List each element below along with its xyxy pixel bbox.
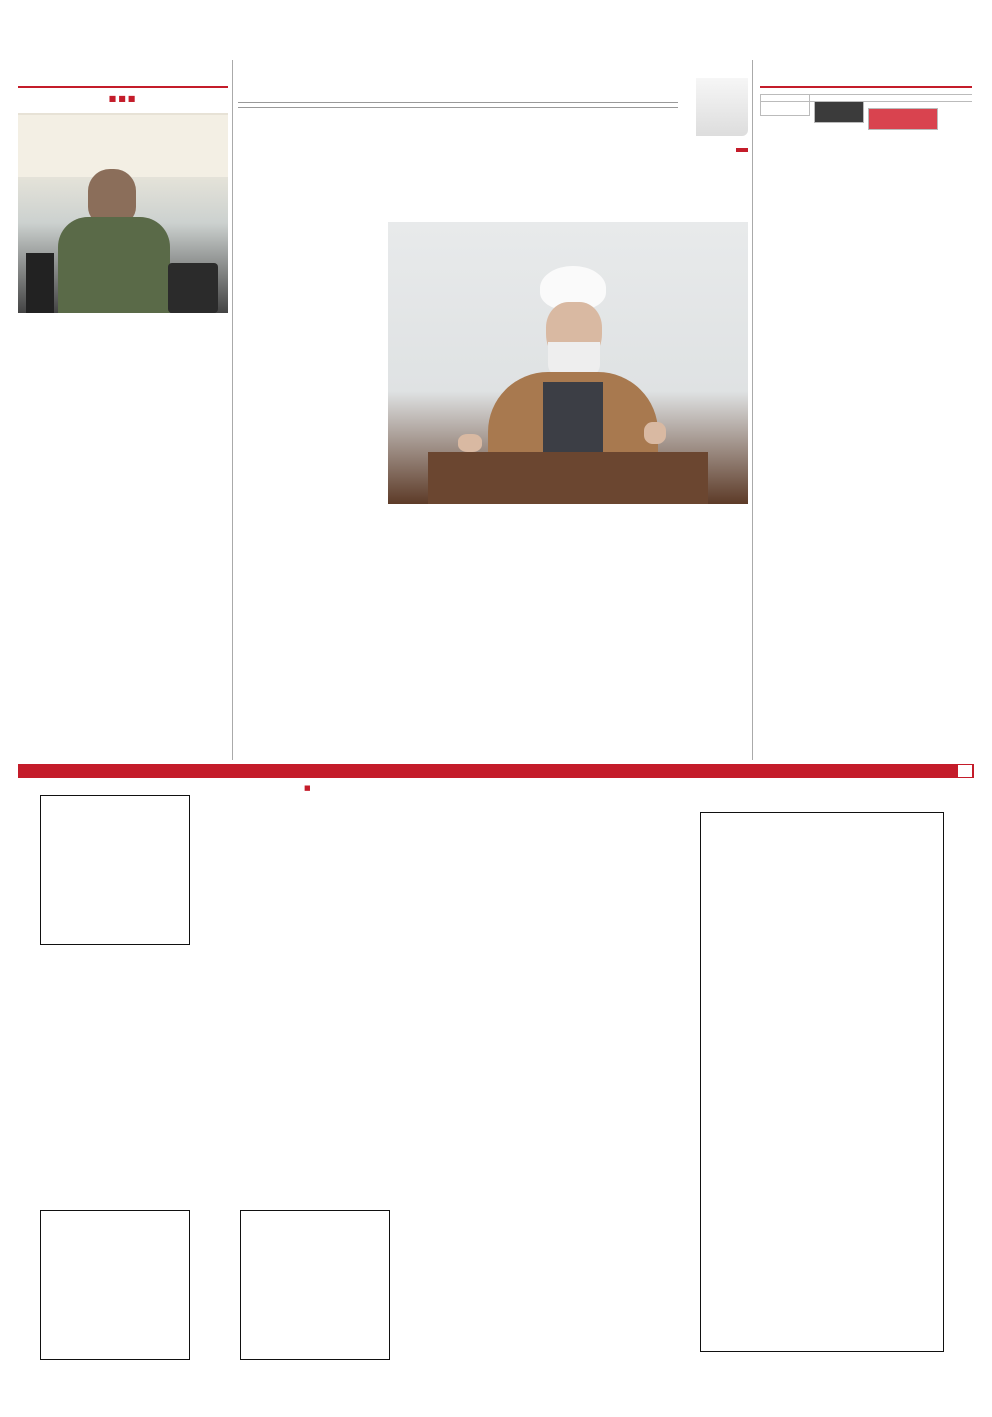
crossword-grid[interactable] (700, 812, 944, 1352)
section-header (18, 60, 228, 88)
sudoku-info (220, 800, 300, 818)
newspaper-logo (760, 94, 810, 116)
crossword-section-bar (18, 764, 974, 778)
previous-solution-grid (40, 1210, 190, 1360)
newspaper-logo (814, 101, 864, 123)
main-article (238, 72, 748, 166)
javan-logo (688, 72, 748, 144)
crossword-credit: ■ (304, 784, 311, 792)
dateline (238, 102, 678, 108)
column-divider (232, 60, 233, 760)
newspaper-logo (868, 108, 938, 130)
row-numbers (948, 812, 972, 1352)
person-uniform (58, 217, 170, 313)
article-photo (388, 222, 748, 504)
news-brief-column (18, 60, 228, 321)
previous-solution-grid (240, 1210, 390, 1360)
section-square-icon (958, 765, 972, 777)
crossword-clues (476, 820, 691, 830)
hand (458, 434, 482, 452)
desk (428, 452, 708, 504)
microphone-stand (26, 253, 54, 313)
section-header (760, 60, 972, 88)
separator-dots: ■■■ (108, 94, 138, 103)
sudoku-grid[interactable] (40, 795, 190, 945)
column-divider (752, 60, 753, 760)
masthead (238, 72, 748, 152)
microphone-group (168, 263, 218, 313)
press-review-column (760, 60, 972, 133)
report-tag (736, 148, 748, 152)
hand (644, 422, 666, 444)
news-photo (18, 113, 228, 313)
